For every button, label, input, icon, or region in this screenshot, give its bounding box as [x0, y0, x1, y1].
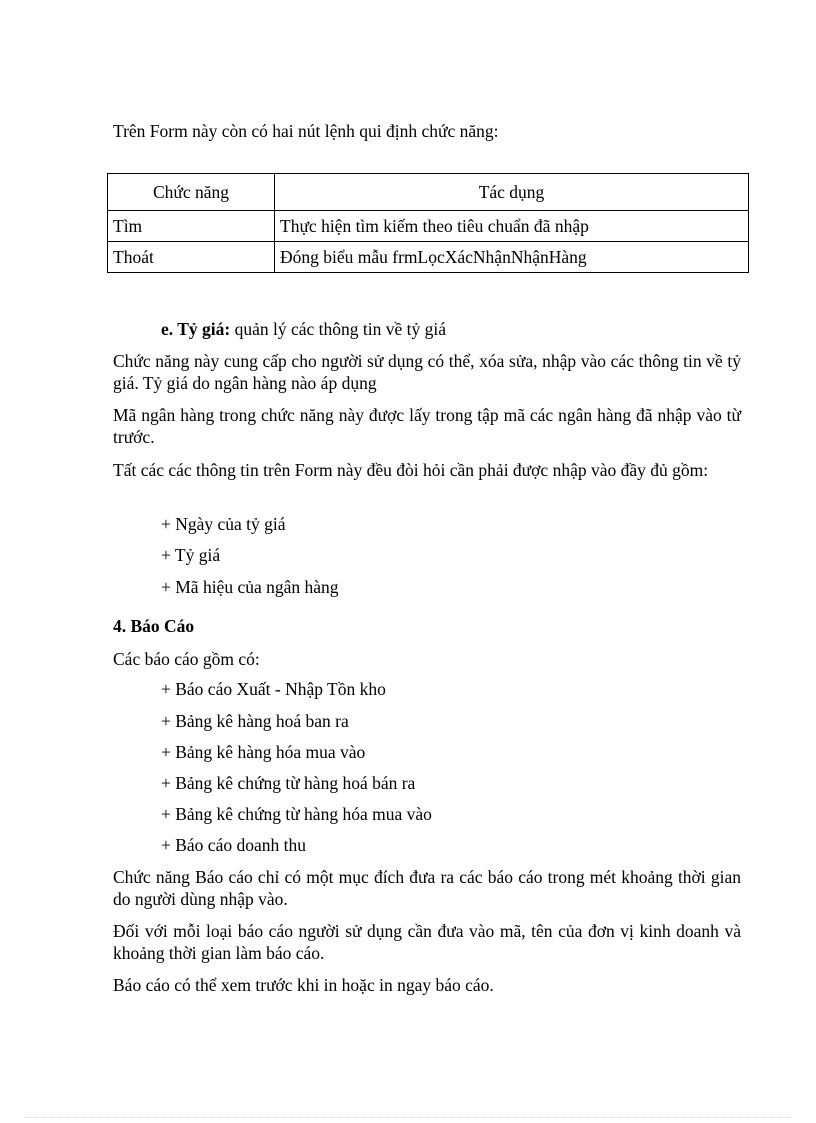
list-item: + Ngày của tỷ giá: [161, 514, 286, 534]
page-bottom-divider: [25, 1117, 791, 1118]
section-heading: 4. Báo Cáo: [113, 616, 195, 636]
list-item: + Bảng kê hàng hoá ban ra: [161, 711, 349, 731]
list-item: + Bảng kê chứng từ hàng hóa mua vào: [161, 804, 432, 824]
paragraph: Các báo cáo gồm có:: [113, 649, 260, 669]
intro-paragraph: Trên Form này còn có hai nút lệnh qui định chức năng:: [113, 121, 499, 141]
list-item: + Báo cáo doanh thu: [161, 835, 306, 855]
function-table: [107, 173, 749, 273]
list-item: + Báo cáo Xuất - Nhập Tồn kho: [161, 679, 386, 699]
list-item: + Mã hiệu của ngân hàng: [161, 577, 339, 597]
table-header-cell: Chức năng: [108, 174, 275, 211]
paragraph: Mã ngân hàng trong chức năng này được lấy trong tập mã các ngân hàng đã nhập vào từ trước.: [113, 405, 741, 447]
section-e-label: e. Tỷ giá:: [161, 319, 231, 339]
table-header-cell: Tác dụng: [275, 174, 749, 211]
list-item: + Bảng kê chứng từ hàng hoá bán ra: [161, 773, 416, 793]
paragraph: Chức năng Báo cáo chỉ có một mục đích đưa ra các báo cáo trong mét khoảng thời gian do người dùng nhập vào.: [113, 867, 741, 909]
paragraph: Đối với mỗi loại báo cáo người sử dụng cần đưa vào mã, tên của đơn vị kinh doanh và khoảng thời gian làm báo cáo.: [113, 921, 741, 963]
table-row: [108, 242, 749, 273]
table-cell: Tìm: [108, 211, 275, 242]
table-header-row: [108, 174, 749, 211]
list-item: + Tỷ giá: [161, 545, 221, 565]
list-item: + Bảng kê hàng hóa mua vào: [161, 742, 366, 762]
table-cell: Thực hiện tìm kiếm theo tiêu chuẩn đã nhập: [275, 211, 749, 242]
table-cell: Thoát: [108, 242, 275, 273]
paragraph: Tất các các thông tin trên Form này đều đòi hỏi cần phải được nhập vào đầy đủ gồm:: [113, 460, 709, 480]
section-e-text: quản lý các thông tin về tỷ giá: [230, 319, 446, 339]
table-row: [108, 211, 749, 242]
paragraph: Chức năng này cung cấp cho người sử dụng có thể, xóa sửa, nhập vào các thông tin về tỷ giá. Tỷ giá do ngân hàng nào áp dụng: [113, 351, 741, 393]
paragraph: Báo cáo có thể xem trước khi in hoặc in ngay báo cáo.: [113, 975, 494, 995]
section-e-heading: [161, 318, 446, 340]
table-cell: Đóng biểu mẫu frmLọcXácNhậnNhậnHàng: [275, 242, 749, 273]
